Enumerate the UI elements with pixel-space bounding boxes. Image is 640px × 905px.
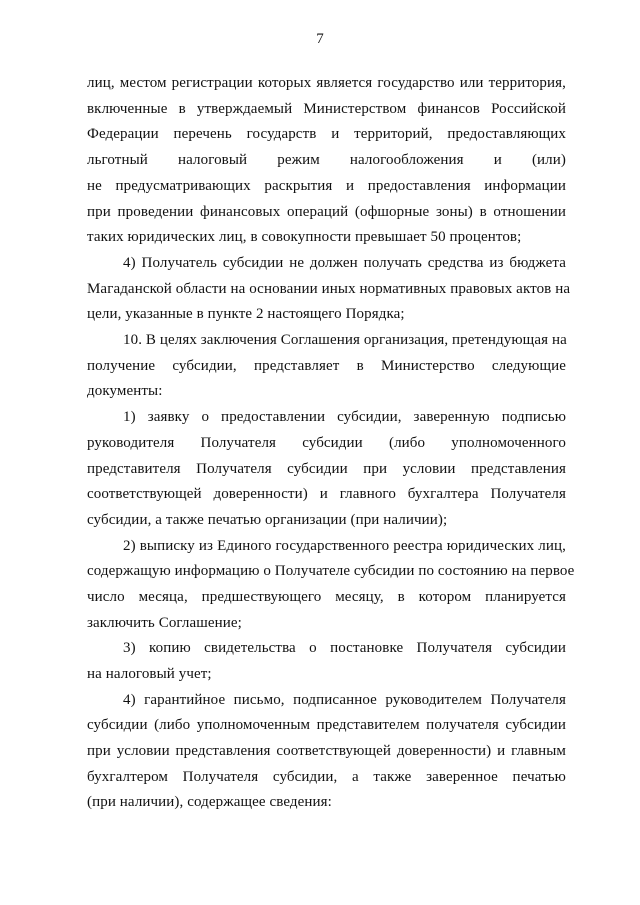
text-line: содержащую информацию о Получателе субсидии по состоянию на первое [87, 563, 575, 579]
text-line: число месяца, предшествующего месяцу, в котором планируется [87, 589, 566, 605]
text-line: не предусматривающих раскрытия и предоставления информации [87, 178, 566, 194]
text-line: лиц, местом регистрации которых является государство или территория, [87, 75, 566, 91]
text-line: 1) заявку о предоставлении субсидии, заверенную подписью [123, 409, 566, 425]
text-line: льготный налоговый режим налогообложения и (или) [87, 152, 566, 168]
text-line: на налоговый учет; [87, 666, 212, 682]
text-line: (при наличии), содержащее сведения: [87, 794, 332, 810]
text-line: при условии представления соответствующей доверенности) и главным [87, 743, 566, 759]
text-line: включенные в утверждаемый Министерством финансов Российской [87, 101, 566, 117]
text-line: руководителя Получателя субсидии (либо уполномоченного [87, 435, 566, 451]
text-line: получение субсидии, представляет в Министерство следующие [87, 358, 566, 374]
text-line: субсидии, а также печатью организации (при наличии); [87, 512, 448, 528]
page-number: 7 [316, 31, 324, 47]
text-line: соответствующей доверенности) и главного бухгалтера Получателя [87, 486, 566, 502]
text-line: субсидии (либо уполномоченным представителем получателя субсидии [87, 717, 566, 733]
text-line: 10. В целях заключения Соглашения организация, претендующая на [123, 332, 567, 348]
text-line: 4) гарантийное письмо, подписанное руководителем Получателя [123, 692, 566, 708]
text-line: при проведении финансовых операций (офшорные зоны) в отношении [87, 204, 566, 220]
text-line: бухгалтером Получателя субсидии, а также заверенное печатью [87, 769, 566, 785]
text-line: таких юридических лиц, в совокупности превышает 50 процентов; [87, 229, 522, 245]
text-line: заключить Соглашение; [87, 615, 242, 631]
text-line: 4) Получатель субсидии не должен получать средства из бюджета [123, 255, 566, 271]
text-line: 3) копию свидетельства о постановке Получателя субсидии [123, 640, 566, 656]
text-line: Федерации перечень государств и территорий, предоставляющих [87, 126, 566, 142]
text-line: документы: [87, 383, 163, 399]
text-line: цели, указанные в пункте 2 настоящего Порядка; [87, 306, 405, 322]
text-line: Магаданской области на основании иных нормативных правовых актов на [87, 281, 571, 297]
text-line: представителя Получателя субсидии при условии представления [87, 461, 566, 477]
text-line: 2) выписку из Единого государственного реестра юридических лиц, [123, 538, 566, 554]
